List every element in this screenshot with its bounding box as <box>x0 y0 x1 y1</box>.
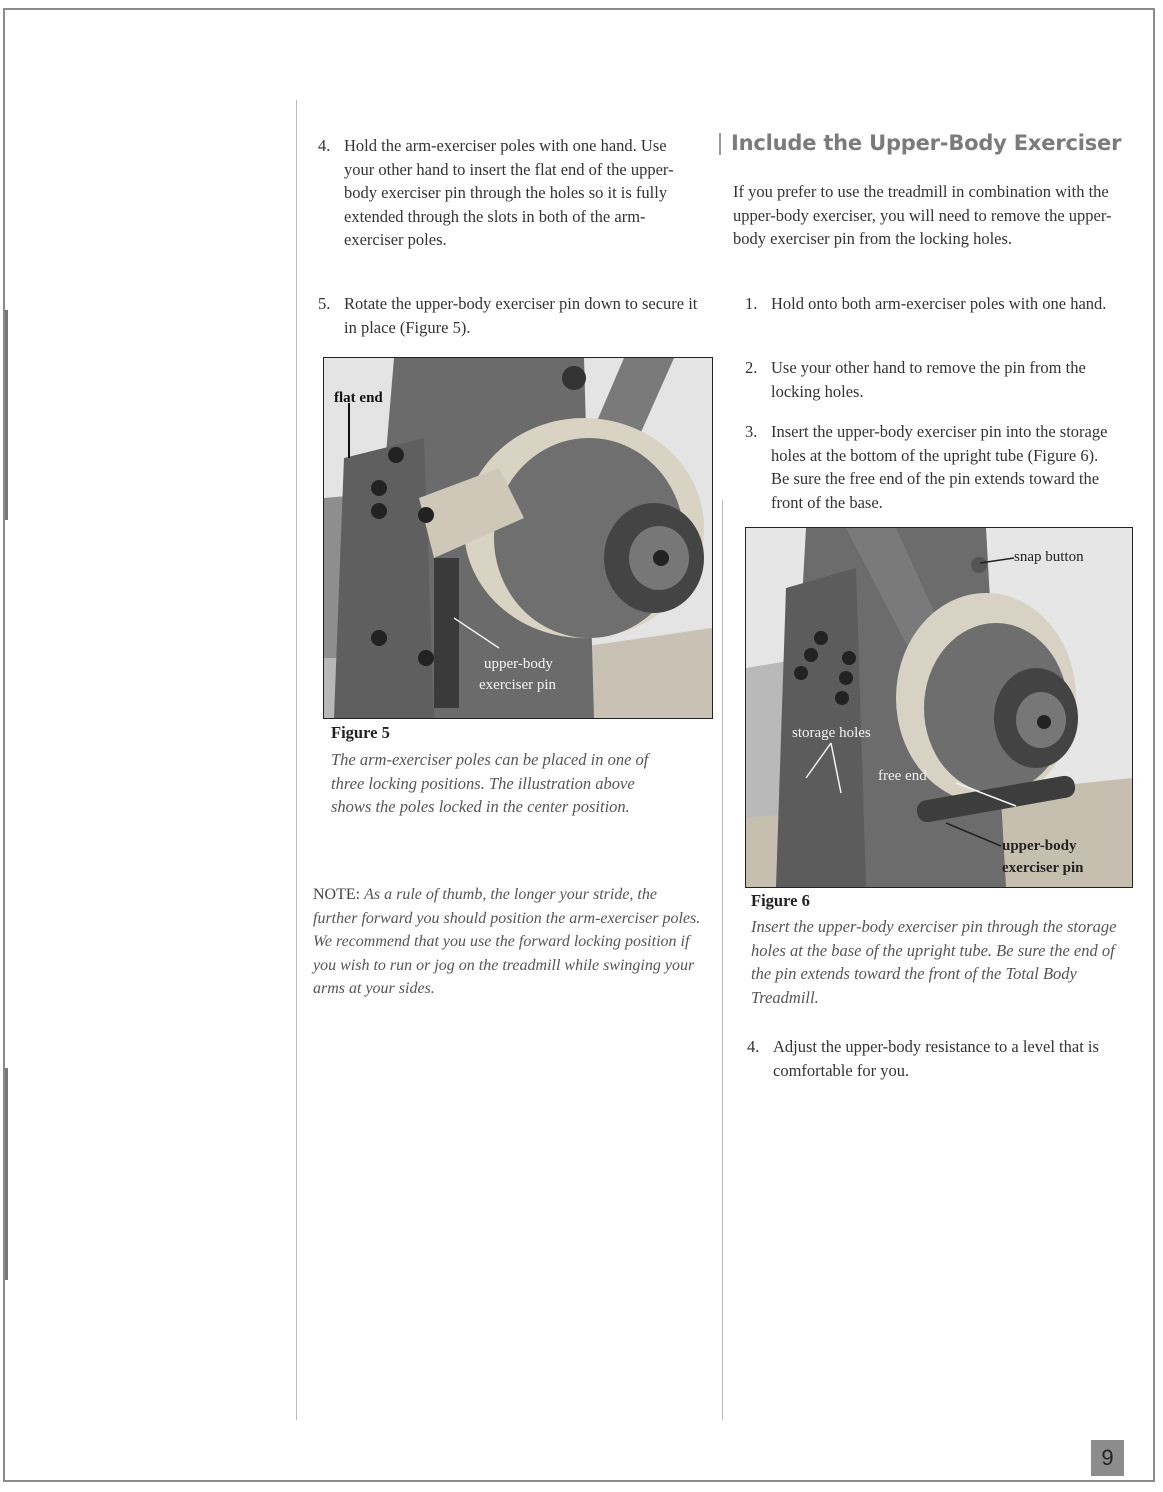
step-4-left <box>318 134 698 252</box>
label-pin-line1: upper-body <box>1002 838 1077 854</box>
center-column-rule <box>722 500 723 1420</box>
step-text: Hold onto both arm-exerciser poles with one hand. <box>771 294 1107 313</box>
label-pin-line1: upper-body <box>484 656 553 672</box>
step-number: 1. <box>745 294 758 313</box>
step-text: Use your other hand to remove the pin from the locking holes. <box>771 358 1086 401</box>
step-3-right <box>745 420 1120 514</box>
step-number: 3. <box>745 422 758 441</box>
label-snap-button: snap button <box>1014 549 1084 565</box>
step-number: 4. <box>318 136 331 155</box>
step-number: 5. <box>318 294 331 313</box>
edge-mark-top <box>5 310 8 520</box>
step-text: Hold the arm-exerciser poles with one hand. Use your other hand to insert the flat end of the upper-body exerciser pin through the holes so it is fully extended through the slots in both of the arm-exerciser poles. <box>344 136 674 249</box>
label-free-end: free end <box>878 768 927 784</box>
step-text: Rotate the upper-body exerciser pin down to secure it in place (Figure 5). <box>344 294 698 337</box>
note-paragraph <box>313 883 703 1001</box>
step-2-right <box>745 356 1120 403</box>
note-text: As a rule of thumb, the longer your stride, the further forward you should position the arm-exerciser poles. We recommend that you use the forward locking position if you wish to run or jog on the treadmill while swinging your arms at your sides. <box>313 886 701 997</box>
step-number: 2. <box>745 358 758 377</box>
section-heading: Include the Upper-Body Exerciser <box>731 131 1122 155</box>
figure-5-caption: The arm-exerciser poles can be placed in one of three locking positions. The illustration above shows the poles locked in the center position. <box>331 750 649 816</box>
label-pin-line2: exerciser pin <box>479 677 557 693</box>
intro-paragraph: If you prefer to use the treadmill in combination with the upper-body exerciser, you will need to remove the upper-body exerciser pin from the locking holes. <box>733 182 1112 248</box>
figure-5-illustration <box>323 357 713 719</box>
step-1-right <box>745 292 1120 316</box>
step-number: 4. <box>747 1037 760 1056</box>
figure-5-title: Figure 5 <box>331 723 390 742</box>
page-number: 9 <box>1091 1440 1124 1476</box>
figure-6-caption: Insert the upper-body exerciser pin through the storage holes at the base of the upright tube. Be sure the end of the pin extends toward the front of the Total Body Treadmill. <box>751 917 1117 1007</box>
step-5-left <box>318 292 698 339</box>
left-column-rule <box>296 100 297 1420</box>
label-pin-line2: exerciser pin <box>1002 860 1084 876</box>
step-4-right <box>747 1035 1122 1082</box>
label-storage-holes: storage holes <box>792 725 871 741</box>
step-text: Adjust the upper-body resistance to a level that is comfortable for you. <box>773 1037 1099 1080</box>
note-label: NOTE: <box>313 886 361 903</box>
figure-6-illustration <box>745 527 1133 888</box>
heading-rule <box>719 133 721 155</box>
label-flat-end: flat end <box>334 390 383 406</box>
figure-6-title: Figure 6 <box>751 891 810 910</box>
step-text: Insert the upper-body exerciser pin into the storage holes at the bottom of the upright tube (Figure 6). Be sure the free end of the pin extends toward the front of the base. <box>771 422 1108 512</box>
figure-5-drawing <box>324 358 712 718</box>
figure-6-drawing <box>746 528 1132 887</box>
edge-mark-bottom <box>5 1068 8 1280</box>
